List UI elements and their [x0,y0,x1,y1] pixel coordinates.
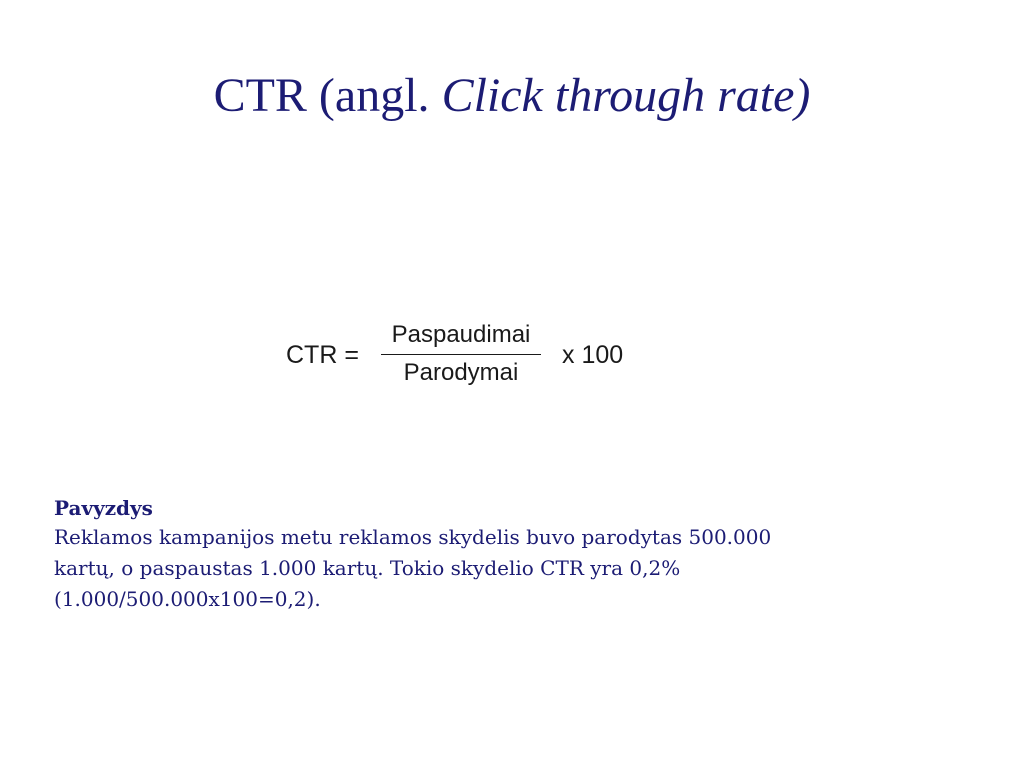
formula-numerator: Paspaudimai [391,321,531,348]
example-heading: Pavyzdys [54,496,153,520]
slide-title-prefix: CTR (angl. [213,69,442,122]
slide-title [0,64,1024,128]
example-block [54,494,984,615]
example-line: kartų, o paspaustas 1.000 kartų. Tokio skydelio CTR yra 0,2% [54,556,681,580]
example-line: Reklamos kampanijos metu reklamos skydelis buvo parodytas 500.000 [54,525,772,549]
formula-denominator: Parodymai [403,359,519,386]
example-line: (1.000/500.000x100=0,2). [54,587,321,611]
slide-title-italic: Click through rate) [441,69,811,122]
formula-lhs: CTR = [286,341,359,369]
ctr-formula [286,318,646,392]
fraction-bar [381,354,541,355]
formula-fraction [381,318,541,392]
formula-multiplier: x 100 [562,341,624,369]
